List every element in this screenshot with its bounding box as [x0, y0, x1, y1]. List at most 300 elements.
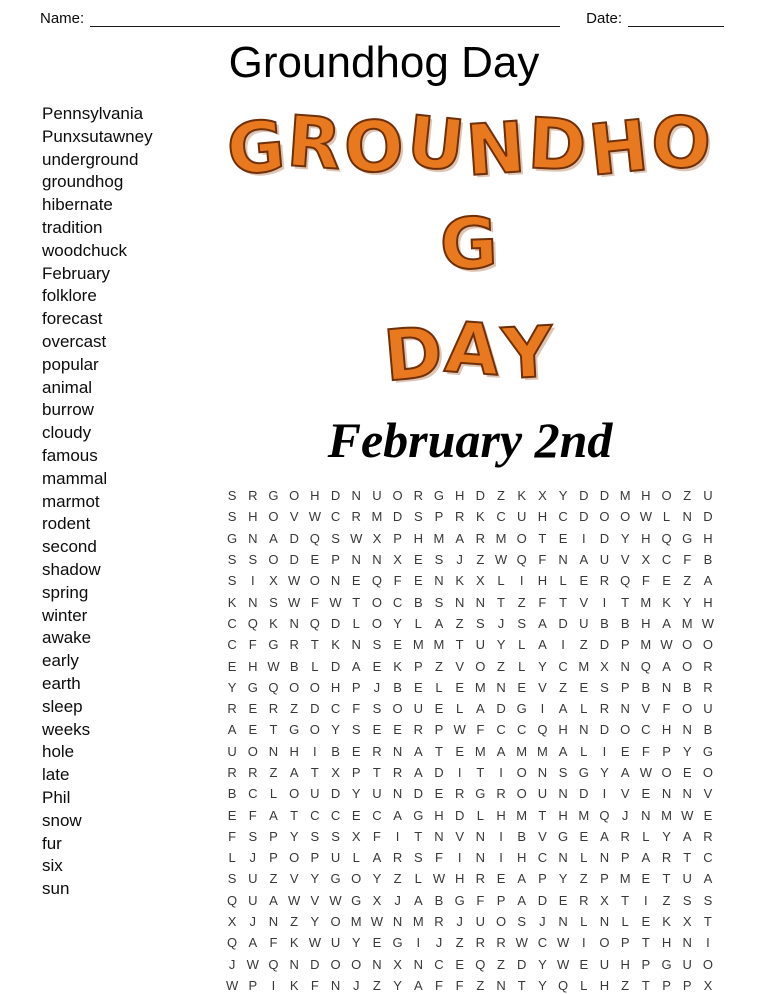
grid-cell: Y — [600, 765, 609, 780]
word-list-item: winter — [42, 605, 88, 625]
grid-cell: Z — [393, 871, 402, 887]
grid-cell: X — [600, 658, 609, 674]
grid-cell: S — [331, 828, 340, 844]
word-list-item: Phil — [42, 787, 71, 807]
grid-cell: W — [288, 892, 301, 908]
grid-cell: L — [580, 743, 588, 759]
content-area — [0, 93, 768, 994]
grid-cell: U — [248, 871, 258, 887]
word-list-item: cloudy — [42, 423, 92, 443]
grid-cell: Y — [372, 871, 382, 887]
grid-cell: X — [682, 914, 692, 930]
grid-cell: R — [496, 935, 506, 951]
grid-cell: O — [309, 573, 320, 589]
grid-cell: G — [330, 871, 341, 887]
grid-cell: I — [457, 850, 462, 866]
grid-cell: M — [619, 871, 631, 887]
grid-cell: R — [599, 701, 610, 717]
grid-cell: L — [580, 914, 588, 930]
grid-cell: E — [455, 956, 464, 972]
grid-cell: E — [413, 679, 423, 695]
grid-cell: Q — [227, 935, 238, 951]
grid-cell: E — [248, 722, 258, 738]
grid-cell: E — [413, 573, 423, 589]
grid-cell: P — [600, 871, 609, 887]
grid-cell: E — [641, 786, 651, 802]
wood-letter: H — [585, 103, 656, 192]
grid-cell: E — [517, 679, 527, 695]
grid-cell: O — [495, 914, 507, 930]
grid-cell: U — [413, 701, 423, 717]
grid-cell: P — [351, 679, 361, 695]
grid-cell: T — [290, 807, 299, 823]
grid-cell: N — [558, 914, 568, 930]
grid-cell: L — [518, 658, 526, 674]
grid-cell: A — [269, 892, 278, 908]
grid-cell: U — [682, 956, 692, 972]
grid-cell: A — [289, 765, 299, 780]
groundhog-logo-text — [220, 97, 720, 293]
grid-cell: M — [495, 530, 507, 546]
grid-cell: R — [599, 573, 610, 589]
grid-cell: H — [558, 807, 568, 823]
grid-cell: A — [269, 807, 278, 823]
name-label: Name: — [40, 10, 85, 27]
grid-cell: A — [558, 701, 568, 717]
grid-cell: P — [269, 828, 278, 844]
subtitle-february-2nd: February 2nd — [327, 412, 613, 468]
grid-cell: I — [561, 637, 565, 653]
grid-cell: Q — [537, 722, 548, 738]
grid-cell: R — [661, 850, 672, 866]
grid-cell: L — [559, 573, 567, 589]
grid-cell: I — [395, 828, 400, 844]
grid-cell: C — [703, 850, 713, 866]
grid-cell: J — [456, 552, 463, 568]
grid-cell: W — [453, 722, 466, 738]
grid-cell: U — [227, 743, 237, 759]
grid-cell: F — [641, 573, 650, 589]
grid-cell: D — [289, 530, 299, 546]
wood-letter: D — [525, 102, 592, 188]
grid-cell: E — [662, 573, 671, 589]
grid-cell: P — [641, 956, 651, 972]
grid-cell: V — [310, 892, 320, 908]
word-list-item: second — [42, 537, 97, 557]
grid-cell: V — [538, 679, 547, 695]
grid-cell: I — [499, 828, 503, 844]
grid-cell: T — [372, 765, 381, 780]
grid-cell: W — [288, 573, 301, 589]
word-list-item: hibernate — [42, 195, 113, 215]
grid-cell: C — [392, 594, 403, 610]
grid-cell: A — [351, 658, 361, 674]
grid-cell: A — [538, 615, 547, 631]
grid-cell: W — [639, 509, 652, 525]
grid-cell: N — [558, 786, 568, 802]
wood-letter: G — [438, 201, 502, 287]
grid-cell: E — [310, 552, 320, 568]
grid-cell: O — [516, 530, 527, 546]
grid-cell: A — [662, 615, 671, 631]
grid-cell: S — [351, 722, 361, 738]
grid-cell: N — [289, 956, 299, 972]
grid-cell: D — [330, 658, 341, 674]
grid-cell: W — [288, 594, 301, 610]
wood-letter: Y — [500, 310, 559, 396]
grid-cell: V — [289, 509, 299, 525]
grid-cell: M — [412, 637, 424, 653]
grid-cell: A — [248, 935, 258, 951]
grid-cell: N — [475, 594, 486, 610]
word-list-item: early — [42, 651, 79, 671]
grid-cell: K — [289, 935, 299, 951]
grid-cell: P — [331, 552, 340, 568]
grid-cell: N — [392, 786, 403, 802]
grid-cell: C — [661, 552, 672, 568]
grid-cell: O — [371, 594, 382, 610]
grid-cell: B — [641, 679, 651, 695]
grid-cell: W — [370, 914, 384, 930]
grid-cell: S — [227, 509, 237, 525]
grid-cell: U — [475, 637, 486, 653]
grid-cell: D — [703, 509, 713, 525]
grid-cell: T — [476, 765, 485, 780]
grid-cell: P — [269, 850, 278, 866]
word-list-item: underground — [42, 149, 139, 169]
grid-cell: N — [392, 914, 403, 930]
grid-cell: Q — [227, 892, 238, 908]
grid-cell: C — [330, 509, 341, 525]
grid-cell: Y — [351, 786, 361, 802]
grid-cell: O — [620, 722, 631, 738]
grid-cell: G — [661, 956, 672, 972]
grid-cell: D — [496, 701, 506, 717]
grid-cell: J — [456, 914, 463, 930]
grid-cell: F — [352, 701, 361, 717]
grid-cell: K — [476, 509, 485, 525]
grid-cell: H — [641, 615, 651, 631]
grid-cell: N — [558, 552, 568, 568]
word-list-item: earth — [42, 673, 81, 693]
grid-cell: J — [394, 892, 401, 908]
grid-cell: N — [351, 488, 361, 504]
grid-cell: L — [311, 658, 319, 674]
grid-cell: Z — [290, 701, 299, 717]
grid-cell: Z — [497, 956, 505, 972]
grid-cell: M — [516, 743, 528, 759]
grid-cell: I — [457, 765, 462, 780]
grid-cell: Z — [683, 573, 692, 589]
grid-cell: I — [581, 935, 586, 951]
grid-cell: J — [621, 807, 629, 823]
date-fill-in-line[interactable] — [628, 11, 724, 27]
name-date-header — [0, 0, 768, 27]
grid-cell: G — [289, 722, 300, 738]
grid-cell: S — [372, 637, 382, 653]
grid-cell: Z — [559, 679, 568, 695]
grid-cell: P — [496, 892, 506, 908]
grid-cell: O — [661, 488, 672, 504]
grid-cell: B — [331, 743, 340, 759]
grid-cell: M — [619, 488, 631, 504]
grid-cell: O — [661, 765, 672, 780]
word-list-item: fur — [42, 833, 62, 853]
grid-cell: M — [536, 743, 548, 759]
grid-cell: L — [269, 786, 278, 802]
grid-cell: Y — [331, 722, 340, 738]
grid-cell: A — [517, 892, 527, 908]
wood-letter: O — [342, 104, 409, 190]
name-fill-in-line[interactable] — [90, 11, 560, 27]
grid-cell: J — [249, 914, 257, 930]
grid-cell: G — [682, 530, 693, 546]
grid-cell: O — [516, 765, 527, 780]
grid-cell: Y — [558, 871, 568, 887]
wood-letter: O — [647, 99, 717, 187]
grid-cell: M — [578, 658, 590, 674]
grid-cell: S — [331, 530, 340, 546]
grid-cell: R — [227, 701, 237, 717]
grid-cell: A — [662, 658, 671, 674]
grid-cell: Y — [538, 658, 547, 674]
grid-cell: X — [393, 552, 402, 568]
wood-letter: R — [284, 100, 348, 186]
grid-cell: H — [661, 722, 672, 738]
grid-cell: T — [621, 594, 630, 610]
grid-cell: O — [371, 615, 382, 631]
grid-cell: H — [703, 594, 713, 610]
grid-cell: P — [310, 850, 320, 866]
grid-cell: P — [413, 658, 423, 674]
grid-cell: U — [517, 509, 527, 525]
grid-cell: J — [373, 679, 381, 695]
grid-cell: K — [269, 615, 278, 631]
grid-cell: N — [496, 977, 506, 993]
grid-cell: N — [475, 850, 486, 866]
grid-cell: D — [454, 807, 465, 823]
grid-cell: B — [682, 679, 692, 695]
word-list-item: rodent — [42, 514, 91, 534]
grid-cell: D — [310, 701, 320, 717]
grid-cell: W — [556, 935, 570, 951]
grid-cell: Z — [455, 615, 464, 631]
grid-cell: D — [289, 552, 299, 568]
grid-cell: D — [599, 488, 610, 504]
grid-cell: E — [703, 807, 713, 823]
grid-cell: O — [599, 935, 610, 951]
grid-cell: E — [372, 658, 382, 674]
grid-cell: J — [435, 935, 443, 951]
grid-cell: W — [308, 509, 321, 525]
grid-cell: L — [580, 701, 588, 717]
word-list-item: snow — [42, 810, 82, 830]
grid-cell: C — [558, 509, 568, 525]
grid-cell: H — [537, 509, 548, 525]
grid-cell: T — [641, 977, 650, 993]
grid-cell: O — [682, 658, 693, 674]
grid-cell: R — [413, 722, 423, 738]
grid-cell: E — [227, 807, 237, 823]
grid-cell: E — [372, 935, 382, 951]
grid-cell: R — [434, 914, 444, 930]
grid-cell: I — [540, 701, 545, 717]
grid-cell: N — [661, 786, 672, 802]
grid-cell: F — [393, 573, 402, 589]
grid-cell: D — [537, 892, 548, 908]
grid-cell: N — [268, 743, 279, 759]
grid-cell: Q — [309, 615, 320, 631]
grid-cell: U — [330, 850, 341, 866]
grid-cell: N — [392, 743, 403, 759]
grid-cell: O — [247, 743, 258, 759]
grid-cell: A — [393, 807, 402, 823]
grid-cell: S — [682, 892, 692, 908]
grid-cell: H — [289, 743, 299, 759]
grid-cell: A — [600, 828, 609, 844]
grid-cell: X — [331, 765, 340, 780]
grid-cell: Q — [247, 615, 258, 631]
grid-cell: S — [703, 892, 713, 908]
grid-cell: N — [599, 914, 610, 930]
grid-cell: H — [661, 935, 672, 951]
grid-cell: N — [620, 701, 630, 717]
grid-cell: A — [476, 701, 485, 717]
grid-cell: R — [248, 765, 258, 780]
grid-cell: H — [537, 573, 548, 589]
grid-cell: S — [227, 488, 237, 504]
grid-cell: F — [248, 637, 257, 653]
grid-cell: F — [434, 850, 443, 866]
grid-cell: L — [476, 807, 484, 823]
grid-cell: G — [558, 828, 569, 844]
grid-cell: R — [392, 765, 403, 780]
grid-cell: L — [414, 871, 422, 887]
grid-cell: N — [475, 828, 486, 844]
grid-cell: Y — [393, 615, 402, 631]
grid-cell: C — [330, 701, 341, 717]
grid-cell: G — [392, 935, 403, 951]
grid-cell: Q — [599, 807, 610, 823]
grid-cell: N — [434, 573, 444, 589]
grid-cell: N — [330, 573, 341, 589]
grid-cell: V — [620, 552, 630, 568]
grid-cell: O — [289, 850, 300, 866]
grid-cell: X — [351, 828, 361, 844]
grid-cell: W — [246, 956, 259, 972]
word-list-item: spring — [42, 582, 89, 602]
grid-cell: O — [599, 509, 610, 525]
grid-cell: O — [309, 679, 320, 695]
grid-cell: Q — [268, 956, 279, 972]
grid-cell: Y — [289, 828, 299, 844]
word-list-item: late — [42, 765, 70, 785]
word-list-item: Pennsylvania — [42, 104, 144, 123]
grid-cell: P — [393, 530, 402, 546]
grid-cell: T — [621, 892, 630, 908]
grid-cell: D — [475, 488, 486, 504]
grid-cell: F — [248, 807, 257, 823]
word-list-item: February — [42, 263, 111, 283]
grid-cell: L — [435, 679, 443, 695]
grid-cell: K — [393, 658, 402, 674]
grid-cell: W — [701, 615, 715, 631]
grid-cell: K — [331, 637, 340, 653]
wood-letter: U — [402, 100, 471, 188]
grid-cell: I — [644, 892, 648, 908]
grid-cell: D — [330, 615, 341, 631]
word-list-item: weeks — [42, 719, 91, 739]
grid-cell: N — [641, 807, 651, 823]
wood-letter: D — [380, 310, 449, 398]
grid-cell: X — [372, 530, 382, 546]
grid-cell: S — [434, 594, 444, 610]
grid-cell: R — [475, 530, 486, 546]
grid-cell: S — [269, 594, 278, 610]
grid-cell: S — [600, 679, 609, 695]
grid-cell: P — [620, 679, 630, 695]
grid-cell: P — [248, 977, 258, 993]
word-list-item: popular — [42, 354, 99, 374]
word-list-item: tradition — [42, 217, 103, 237]
wood-letter: G — [223, 104, 291, 192]
grid-cell: R — [392, 850, 403, 866]
grid-cell: C — [496, 509, 506, 525]
grid-cell: Z — [517, 594, 526, 610]
word-list — [42, 93, 220, 994]
grid-cell: C — [227, 615, 237, 631]
grid-cell: N — [351, 552, 361, 568]
grid-cell: V — [620, 786, 630, 802]
grid-cell: X — [227, 914, 237, 930]
grid-cell: U — [682, 871, 692, 887]
grid-cell: D — [434, 765, 444, 780]
grid-cell: W — [660, 637, 673, 653]
grid-cell: W — [494, 552, 508, 568]
grid-cell: Y — [310, 871, 320, 887]
grid-cell: N — [372, 956, 382, 972]
grid-cell: A — [579, 552, 589, 568]
word-list-item: famous — [42, 445, 98, 465]
grid-cell: F — [372, 828, 381, 844]
grid-cell: S — [248, 552, 258, 568]
grid-cell: P — [662, 743, 671, 759]
grid-cell: B — [600, 615, 609, 631]
grid-cell: N — [682, 509, 692, 525]
grid-cell: M — [371, 509, 383, 525]
grid-cell: Q — [309, 530, 320, 546]
grid-cell: D — [413, 786, 423, 802]
grid-cell: J — [228, 956, 236, 972]
grid-cell: Z — [497, 488, 505, 504]
grid-cell: Z — [434, 658, 443, 674]
grid-cell: C — [330, 807, 341, 823]
grid-cell: N — [620, 658, 630, 674]
grid-cell: N — [330, 977, 341, 993]
grid-cell: U — [537, 786, 548, 802]
grid-cell: E — [682, 765, 692, 780]
grid-cell: D — [517, 956, 527, 972]
grid-cell: F — [476, 892, 485, 908]
grid-cell: K — [455, 573, 464, 589]
grid-cell: X — [372, 892, 382, 908]
grid-cell: T — [641, 935, 650, 951]
grid-cell: A — [538, 637, 547, 653]
grid-cell: R — [579, 892, 589, 908]
grid-cell: N — [579, 722, 589, 738]
grid-cell: A — [703, 573, 713, 589]
grid-cell: Z — [269, 765, 278, 780]
